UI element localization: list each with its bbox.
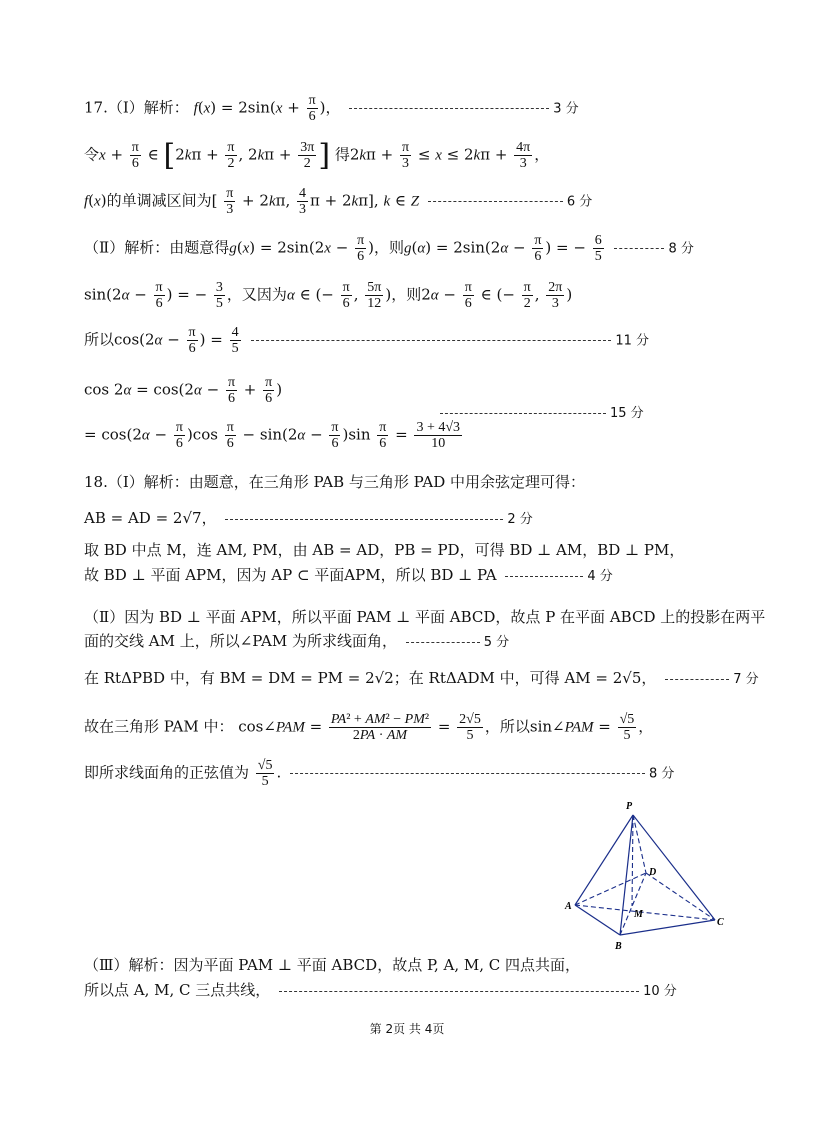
q18-part1-text: 18.（Ⅰ）解析：由题意，在三角形 PAB 与三角形 PAD 中用余弦定理可得： — [84, 473, 586, 491]
q17-interval-line: f(x)的单调减区间为[ $\frac{\pi}{3}$ + 2kπ, $\frac{4}{3}$ π + 2kπ], k ∈ Z 6 分 — [84, 186, 593, 217]
page-footer: 第 2页 共 4页 — [369, 1022, 445, 1036]
q18-angle-text: 面的交线 AM 上，所以∠PAM 为所求线面角， — [84, 632, 397, 650]
q18-cospam-prefix: 故在三角形 PAM 中： — [84, 717, 234, 736]
q18-part2-text: （Ⅱ）因为 BD ⊥ 平面 APM，所以平面 PAM ⊥ 平面 ABCD，故点 P 在平面 ABCD 上的投影在两平 — [84, 608, 766, 626]
q17-score-15: 15 分 — [610, 406, 644, 421]
label-d: D — [649, 867, 657, 878]
q17-ze: ，则 — [374, 238, 405, 257]
q17-cos-line: 所以cos(2α − $\frac{\pi}{6}$ ) = $\frac{4}{5}$ 11 分 — [84, 325, 650, 356]
q18-part3-line — [84, 955, 580, 975]
q17-frac-pi6: $\frac{\pi}{6}$ — [308, 93, 316, 124]
q18-collinear-line — [84, 980, 677, 1002]
q18-answer-text: 即所求线面角的正弦值为 — [84, 763, 250, 782]
q18-perp-text: 故 BD ⊥ 平面 APM，因为 AP ⊂ 平面APM，所以 BD ⊥ PA — [84, 566, 497, 584]
q18-midpoint-text: 取 BD 中点 M，连 AM, PM，由 AB = AD，PB = PD，可得 BD ⊥ AM，BD ⊥ PM， — [84, 541, 685, 559]
q18-answer-line: 即所求线面角的正弦值为 $\frac{√5}{5}$ . 8 分 — [84, 758, 675, 789]
edge-bc — [620, 920, 715, 935]
q17-part1-line: 17.（Ⅰ）解析： f(x) = 2sin(x + $\frac{\pi}{6}$ )， 3 分 — [84, 93, 579, 124]
q18-perp-line — [84, 565, 613, 587]
q18-score-4: 4 分 — [587, 569, 613, 584]
q17-score15-line — [436, 402, 644, 424]
q17-f-def: f — [193, 100, 198, 117]
q18-rt-text: 在 RtΔPBD 中，有 BM = DM = PM = 2√2；在 RtΔADM 中，可得 AM = 2√5， — [84, 669, 657, 687]
q18-suoyi: ，所以 — [484, 717, 530, 736]
q17-part2-line: （Ⅱ）解析：由题意得g(x) = 2sin(2x − $\frac{\pi}{6}$ )，则g(α) = 2sin(2α − $\frac{\pi}{6}$ ) = − $\frac{6}{5}$ 8 分 — [84, 233, 694, 264]
edge-pc — [633, 815, 715, 920]
q18-score-7: 7 分 — [733, 672, 759, 687]
q18-score-10: 10 分 — [643, 984, 677, 999]
q17-expand-line: = cos(2α − $\frac{\pi}{6}$ )cos $\frac{\pi}{6}$ − sin(2α − $\frac{\pi}{6}$ )sin $\frac{\pi}{6}$ = $\frac{3 + 4√3}{10}$ — [84, 420, 461, 451]
label-m: M — [634, 909, 643, 920]
q18-abad: AB = AD = 2√7 — [84, 509, 202, 527]
q17-interval-text: 的单调减区间为 — [106, 191, 212, 210]
q18-score-8: 8 分 — [649, 766, 675, 782]
q17-part1-label: 17.（Ⅰ）解析： — [84, 98, 189, 117]
q18-score-2: 2 分 — [507, 512, 533, 527]
q17-let-prefix: 令 — [84, 145, 100, 164]
q18-part3-text: （Ⅲ）解析：因为平面 PAM ⊥ 平面 ABCD，故点 P, A, M, C 四点共面， — [84, 956, 581, 974]
q17-score-11: 11 分 — [615, 333, 650, 349]
q17-suoyi: 所以 — [84, 330, 115, 349]
q17-score-3: 3 分 — [553, 101, 579, 117]
label-c: C — [717, 917, 724, 928]
label-b: B — [615, 941, 622, 952]
q18-part2-line — [84, 607, 765, 627]
q17-de: 得 — [334, 145, 350, 164]
q18-collinear-text: 所以点 A, M, C 三点共线， — [84, 981, 271, 999]
q18-score-5: 5 分 — [483, 635, 510, 650]
q17-let-line: 令x + $\frac{\pi}{6}$ ∈ [2kπ + $\frac{\pi}{2}$ , 2kπ + $\frac{3\pi}{2}$ ] 得2kπ + $\frac{\pi}{3}$ ≤ x ≤ 2kπ + $\frac{4\pi}{3}$ ， — [84, 137, 550, 173]
edge-ab — [575, 905, 620, 935]
edge-ac — [575, 905, 715, 920]
q17-youyin: ，又因为 — [226, 285, 287, 304]
q17-sin-line: sin(2α − $\frac{\pi}{6}$ ) = − $\frac{3}{5}$ ，又因为α ∈ (− $\frac{\pi}{6}$ , $\frac{5\pi}{12}$ )，则2α − $\frac{\pi}{6}$ ∈ (− $\frac{\pi}{2}$ , $\frac{2\pi}{3}$ ) — [84, 280, 573, 311]
q18-angle-line — [84, 631, 509, 653]
edge-dc — [646, 873, 715, 920]
edge-pm — [632, 815, 633, 906]
q18-part1-line — [84, 472, 585, 492]
q17-part2-label: （Ⅱ）解析：由题意得 — [84, 238, 230, 257]
q18-cospam-line: 故在三角形 PAM 中： cos∠PAM = $\frac{\text{PA² + AM² − PM²}}{2PA \cdot AM}$ = $\frac{2√5}{5}$ ，所以sin∠PAM = $\frac{√5}{5}$ ， — [84, 712, 654, 743]
q18-rt-line — [84, 668, 759, 690]
pyramid-figure — [560, 795, 735, 955]
q18-midpoint-line — [84, 540, 684, 560]
q18-abad-line: AB = AD = 2√7， 2 分 — [84, 509, 533, 527]
q17-score-8: 8 分 — [668, 241, 694, 257]
q17-ze2: ，则 — [391, 285, 422, 304]
q17-score-6: 6 分 — [566, 194, 593, 210]
label-a: A — [565, 901, 572, 912]
label-p: P — [626, 801, 633, 812]
score-leader — [349, 108, 549, 109]
q17-cos2a-line: cos 2α = cos(2α − $\frac{\pi}{6}$ + $\frac{\pi}{6}$ ) — [84, 375, 283, 406]
